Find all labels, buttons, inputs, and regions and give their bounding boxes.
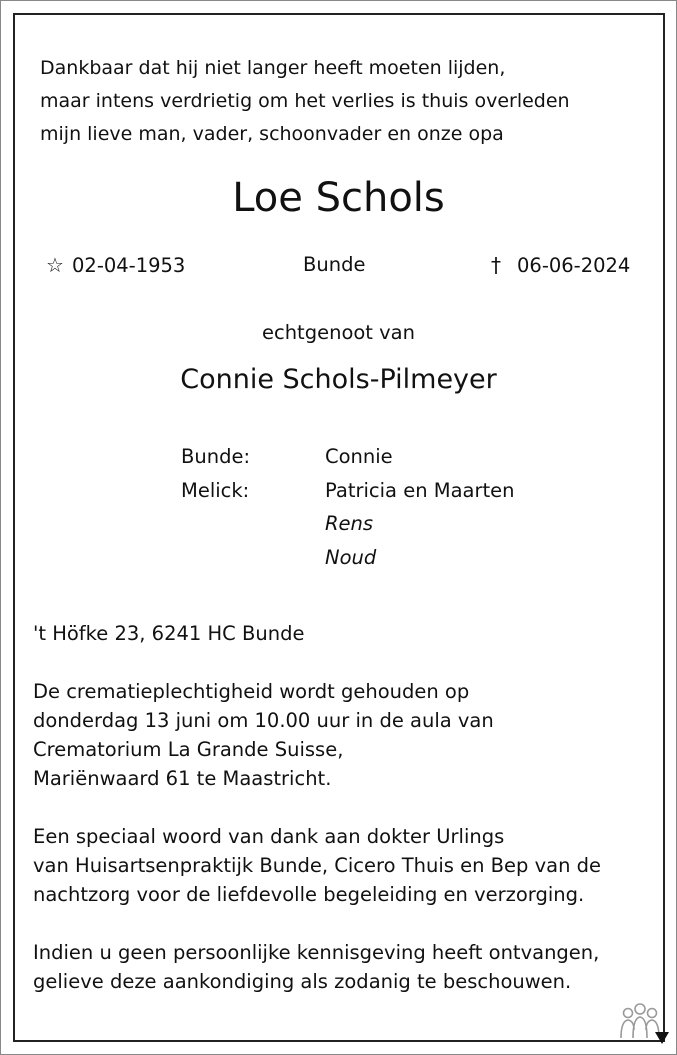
family-names: Connie [325, 445, 393, 468]
family-row [0, 541, 677, 575]
star-icon: ☆ [46, 253, 64, 277]
ceremony-line-3: Crematorium La Grande Suisse, [33, 738, 344, 761]
address-line: 't Höfke 23, 6241 HC Bunde [33, 622, 305, 645]
ceremony-line-4: Mariënwaard 61 te Maastricht. [33, 767, 332, 790]
birth-date-value: 02-04-1953 [72, 254, 186, 277]
ceremony-text [33, 677, 494, 793]
spouse-label: echtgenoot van [261, 321, 415, 344]
family-names: Patricia en Maarten [325, 478, 515, 502]
thanks-line-2: van Huisartsenpraktijk Bunde, Cicero Thuis en Bep van de [33, 854, 602, 877]
ceremony-line-2: donderdag 13 juni om 10.00 uur in de aula van [33, 709, 494, 732]
deceased-name: Loe Schols [232, 175, 445, 221]
intro-line-2: maar intens verdrietig om het verlies is thuis overleden [40, 90, 570, 112]
family-row [0, 474, 677, 508]
ceremony-line-1: De crematieplechtigheid wordt gehouden op [33, 680, 470, 703]
intro-line-1: Dankbaar dat hij niet langer heeft moeten lijden, [40, 57, 506, 79]
family-row [0, 507, 677, 541]
notice-text [33, 938, 599, 996]
thanks-line-1: Een speciaal woord van dank aan dokter Urlings [33, 825, 505, 848]
place-of-death: Bunde [303, 253, 366, 276]
grandchild-name: Rens [325, 512, 374, 535]
notice-line-1: Indien u geen persoonlijke kennisgeving heeft ontvangen, [33, 941, 600, 964]
triangle-down-icon[interactable] [654, 1031, 670, 1045]
intro-line-3: mijn lieve man, vader, schoonvader en onze opa [40, 123, 504, 145]
grandchild-name: Noud [325, 545, 377, 569]
cross-icon: † [491, 253, 501, 277]
family-place: Bunde: [181, 445, 251, 468]
intro-text [40, 52, 570, 151]
family-list [0, 440, 677, 574]
thanks-line-3: nachtzorg voor de liefdevolle begeleiding en verzorging. [33, 883, 585, 906]
address [33, 619, 304, 648]
birth-date [46, 252, 185, 279]
thanks-text [33, 822, 601, 909]
notice-line-2: gelieve deze aankondiging als zodanig te beschouwen. [33, 970, 572, 993]
death-date [491, 252, 630, 279]
family-place: Melick: [181, 478, 250, 502]
death-date-value: 06-06-2024 [517, 254, 631, 277]
spouse-name: Connie Schols-Pilmeyer [180, 364, 497, 395]
family-row [0, 440, 677, 474]
